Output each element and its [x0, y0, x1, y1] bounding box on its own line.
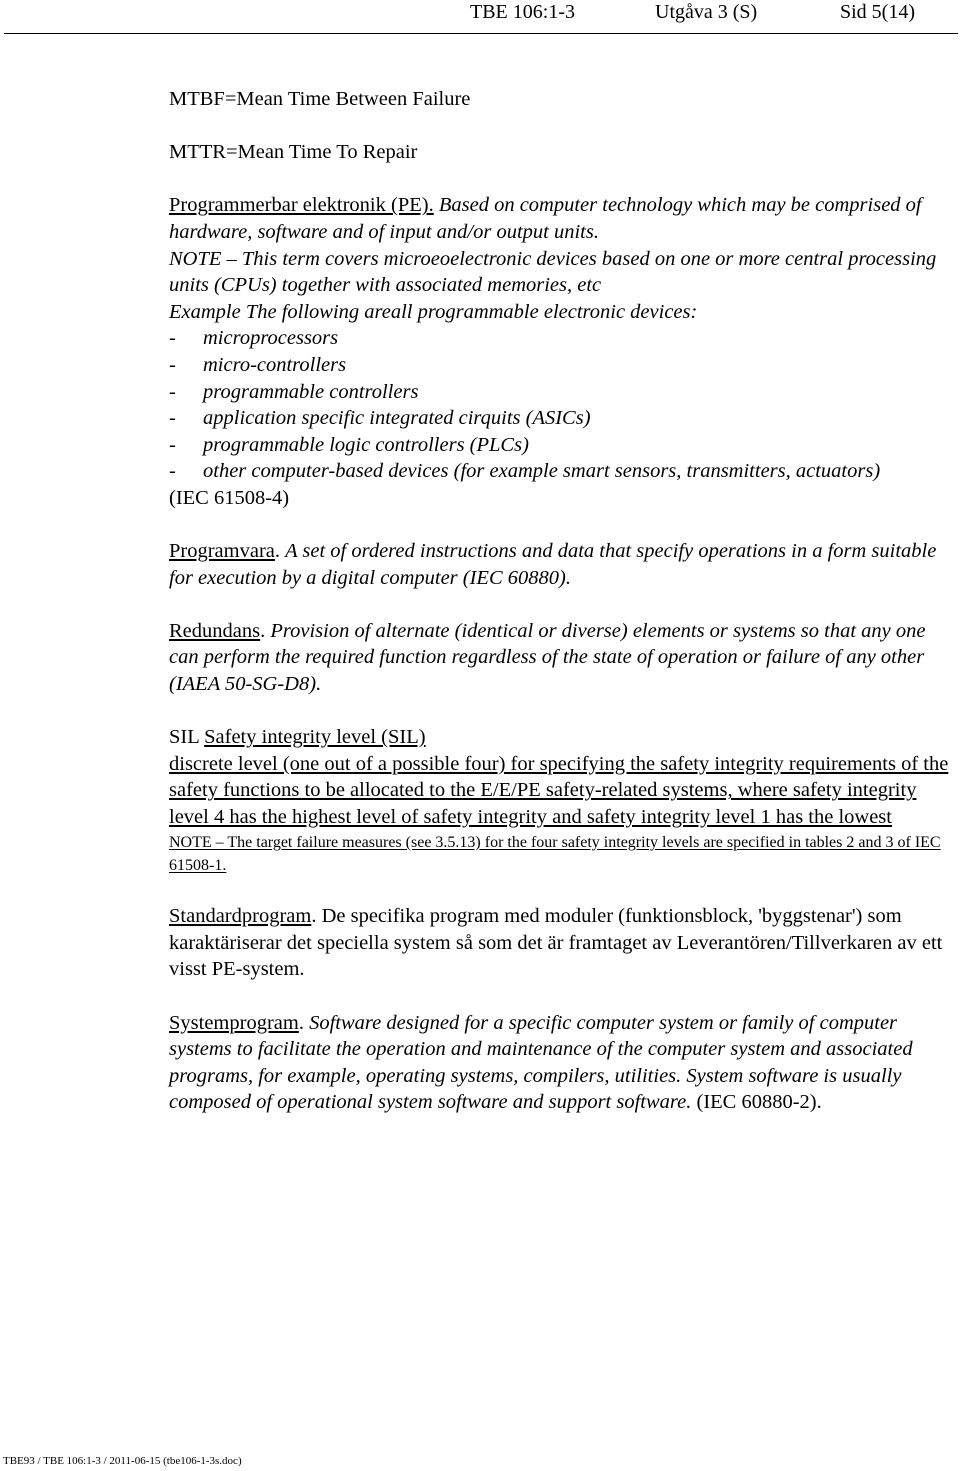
standardprogram-definition-text: De specifika program med moduler (funktionsblock, 'byggstenar') som karaktäriserar det speciella system så som det är framtaget av Leverantören/Tillverkaren av ett visst PE-system.	[169, 905, 943, 981]
systemprogram-term: Systemprogram	[169, 1011, 299, 1034]
document-body	[169, 86, 949, 1116]
systemprogram-definition: Systemprogram. Software designed for a specific computer system or family of computer systems to facilitate the operation and maintenance of the computer system and associated programs, for example, operating systems, compilers, utilities. System software is usually composed of operational system software and support software. (IEC 60880-2).	[169, 1011, 913, 1114]
mtbf-definition: MTBF=Mean Time Between Failure	[169, 88, 471, 110]
list-item: - programmable logic controllers (PLCs)	[169, 433, 529, 456]
sil-heading	[169, 724, 949, 751]
programvara-definition: Programvara. A set of ordered instructions and data that specify operations in a form suitable for execution by a digital computer (IEC 60880).	[169, 540, 937, 589]
redundans-definition-text: Provision of alternate (identical or diverse) elements or systems so that any one can perform the required function regardless of the state of operation or failure of any other (IAEA 50-SG-D8).	[169, 619, 926, 696]
programvara-definition-text: A set of ordered instructions and data that specify operations in a form suitable for execution by a digital computer (IEC 60880).	[169, 540, 937, 589]
mttr-definition: MTTR=Mean Time To Repair	[169, 141, 418, 164]
sil-title: Safety integrity level (SIL)	[204, 726, 426, 749]
sil-section	[169, 724, 949, 876]
list-item: - other computer-based devices (for example smart sensors, transmitters, actuators)	[169, 460, 881, 483]
systemprogram-source: (IEC 60880-2).	[696, 1091, 822, 1114]
standardprogram-definition: Standardprogram. De specifika program med moduler (funktionsblock, 'byggstenar') som karaktäriserar det speciella system så som det är framtaget av Leverantören/Tillverkaren av ett visst PE-system.	[169, 905, 943, 981]
list-item: - microprocessors	[169, 327, 339, 350]
redundans-term: Redundans	[169, 619, 261, 642]
pe-note: NOTE – This term covers microeoelectronic devices based on one or more central processing units (CPUs) together with associated memories, etc	[169, 247, 937, 297]
sil-definition: discrete level (one out of a possible four) for specifying the safety integrity requirements of the safety functions to be allocated to the E/E/PE safety-related systems, where safety integrity level 4 has the highest level of safety integrity and safety integrity level 1 has the lowest	[169, 752, 949, 829]
page-header	[0, 0, 960, 34]
sil-abbr: SIL	[169, 726, 199, 749]
systemprogram-definition-text: Software designed for a specific computer system or family of computer systems to facilitate the operation and maintenance of the computer system and associated programs, for example, operating systems, compilers, utilities. System software is usually composed of operational system software and support software.	[169, 1011, 913, 1114]
header-edition: Utgåva 3 (S)	[655, 1, 758, 23]
standardprogram-term: Standardprogram	[169, 905, 312, 928]
pe-example: Example The following areall programmable electronic devices:	[169, 300, 698, 323]
header-doc-id: TBE 106:1-3	[470, 1, 575, 23]
list-item: - programmable controllers	[169, 380, 419, 403]
header-rule	[4, 33, 958, 34]
page-footer: TBE93 / TBE 106:1-3 / 2011-06-15 (tbe106-1-3s.doc)	[3, 1455, 242, 1467]
redundans-definition: Redundans. Provision of alternate (identical or diverse) elements or systems so that any one can perform the required function regardless of the state of operation or failure of any other (IAEA 50-SG-D8).	[169, 619, 926, 696]
header-page-number: Sid 5(14)	[840, 1, 915, 23]
list-item: - micro-controllers	[169, 353, 347, 376]
pe-definition-text: Based on computer technology which may be comprised of hardware, software and of input and/or output units.	[169, 194, 922, 243]
pe-source: (IEC 61508-4)	[169, 486, 290, 509]
list-item: - application specific integrated cirquits (ASICs)	[169, 407, 591, 430]
pe-section	[169, 192, 949, 511]
programvara-term: Programvara	[169, 540, 275, 563]
pe-term: Programmerbar elektronik (PE).	[169, 194, 434, 217]
pe-definition	[169, 192, 949, 245]
sil-note: NOTE – The target failure measures (see 3.5.13) for the four safety integrity levels are specified in tables 2 and 3 of IEC 61508-1.	[169, 833, 941, 874]
